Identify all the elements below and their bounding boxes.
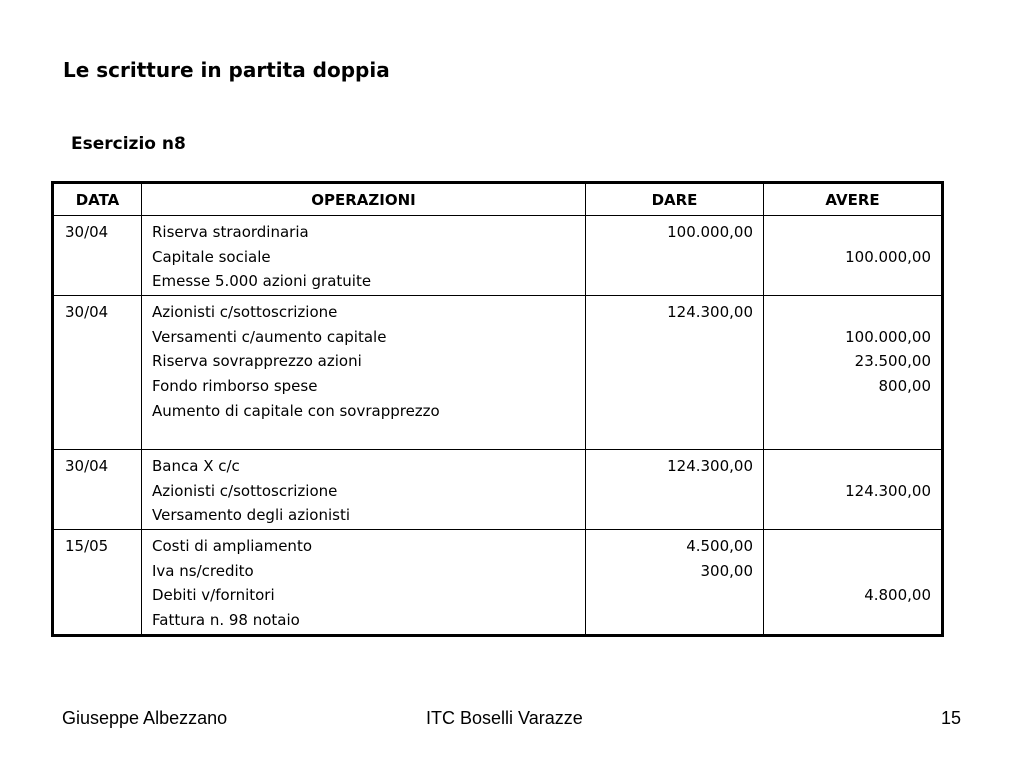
table-row: [53, 530, 943, 636]
avere-amount: 23.500,00: [854, 352, 931, 371]
entry-operations: [142, 296, 586, 450]
account-line: Aumento di capitale con sovrapprezzo: [152, 401, 440, 420]
entry-avere: [764, 530, 943, 636]
exercise-title: Esercizio n8: [71, 134, 186, 154]
entry-dare: [586, 450, 764, 530]
dare-amount: [596, 325, 753, 350]
entry-date-text: 15/05: [65, 537, 109, 555]
entry-date: [53, 530, 142, 636]
account-line: Versamento degli azionisti: [152, 506, 350, 525]
footer-author: Giuseppe Albezzano: [62, 708, 228, 728]
avere-amount: [774, 559, 931, 584]
account-line: Costi di ampliamento: [152, 537, 312, 555]
dare-amount: 124.300,00: [667, 303, 753, 321]
page-number: 15: [941, 708, 962, 728]
entry-operations: [142, 216, 586, 296]
account-line: Riserva sovrapprezzo azioni: [152, 352, 362, 371]
entry-date: [53, 450, 142, 530]
dare-amount: [596, 399, 753, 424]
avere-amount: [774, 399, 931, 424]
entry-operations: [142, 450, 586, 530]
avere-amount: [774, 220, 931, 245]
dare-amount: [596, 608, 753, 633]
account-line: Riserva straordinaria: [152, 223, 309, 241]
slide-title: Le scritture in partita doppia: [63, 58, 390, 82]
entry-date-text: 30/04: [65, 223, 109, 241]
dare-amount: [596, 349, 753, 374]
avere-amount: 100.000,00: [845, 247, 931, 266]
header-avere: AVERE: [764, 183, 943, 216]
entry-dare: [586, 296, 764, 450]
avere-amount: [774, 269, 931, 294]
entry-avere: [764, 450, 943, 530]
avere-amount: 4.800,00: [864, 586, 931, 605]
dare-amount: [596, 479, 753, 504]
table-row: [53, 450, 943, 530]
dare-amount: [596, 374, 753, 399]
avere-amount: [774, 503, 931, 528]
dare-amount: 4.500,00: [686, 537, 753, 555]
table-row: [53, 296, 943, 450]
dare-amount: [596, 583, 753, 608]
entry-date: [53, 216, 142, 296]
account-line: Banca X c/c: [152, 457, 240, 475]
account-line: Versamenti c/aumento capitale: [152, 327, 387, 346]
entry-date-text: 30/04: [65, 303, 109, 321]
account-line: Debiti v/fornitori: [152, 586, 275, 605]
entry-date-text: 30/04: [65, 457, 109, 475]
avere-amount: [774, 534, 931, 559]
avere-amount: 100.000,00: [845, 327, 931, 346]
journal-table: [51, 181, 944, 637]
avere-amount: 800,00: [878, 377, 931, 396]
dare-amount: 100.000,00: [667, 223, 753, 241]
account-line: Capitale sociale: [152, 247, 271, 266]
account-line: Azionisti c/sottoscrizione: [152, 481, 338, 500]
account-line: Fattura n. 98 notaio: [152, 611, 300, 630]
entry-dare: [586, 530, 764, 636]
account-line: Emesse 5.000 azioni gratuite: [152, 272, 372, 291]
account-line: Fondo rimborso spese: [152, 377, 318, 396]
footer-school: ITC Boselli Varazze: [426, 708, 583, 728]
dare-amount: [596, 245, 753, 270]
header-dare: DARE: [586, 183, 764, 216]
avere-amount: [774, 454, 931, 479]
account-line: Iva ns/credito: [152, 561, 254, 580]
avere-amount: [774, 300, 931, 325]
avere-amount: 124.300,00: [845, 481, 931, 500]
entry-avere: [764, 296, 943, 450]
account-line: Azionisti c/sottoscrizione: [152, 303, 338, 321]
dare-amount: [596, 503, 753, 528]
entry-date: [53, 296, 142, 450]
entry-dare: [586, 216, 764, 296]
header-date: DATA: [53, 183, 142, 216]
avere-amount: [774, 608, 931, 633]
entry-avere: [764, 216, 943, 296]
header-operations: OPERAZIONI: [142, 183, 586, 216]
dare-amount: 300,00: [700, 561, 753, 580]
entry-operations: [142, 530, 586, 636]
table-header-row: [53, 183, 943, 216]
table-row: [53, 216, 943, 296]
dare-amount: [596, 269, 753, 294]
dare-amount: 124.300,00: [667, 457, 753, 475]
